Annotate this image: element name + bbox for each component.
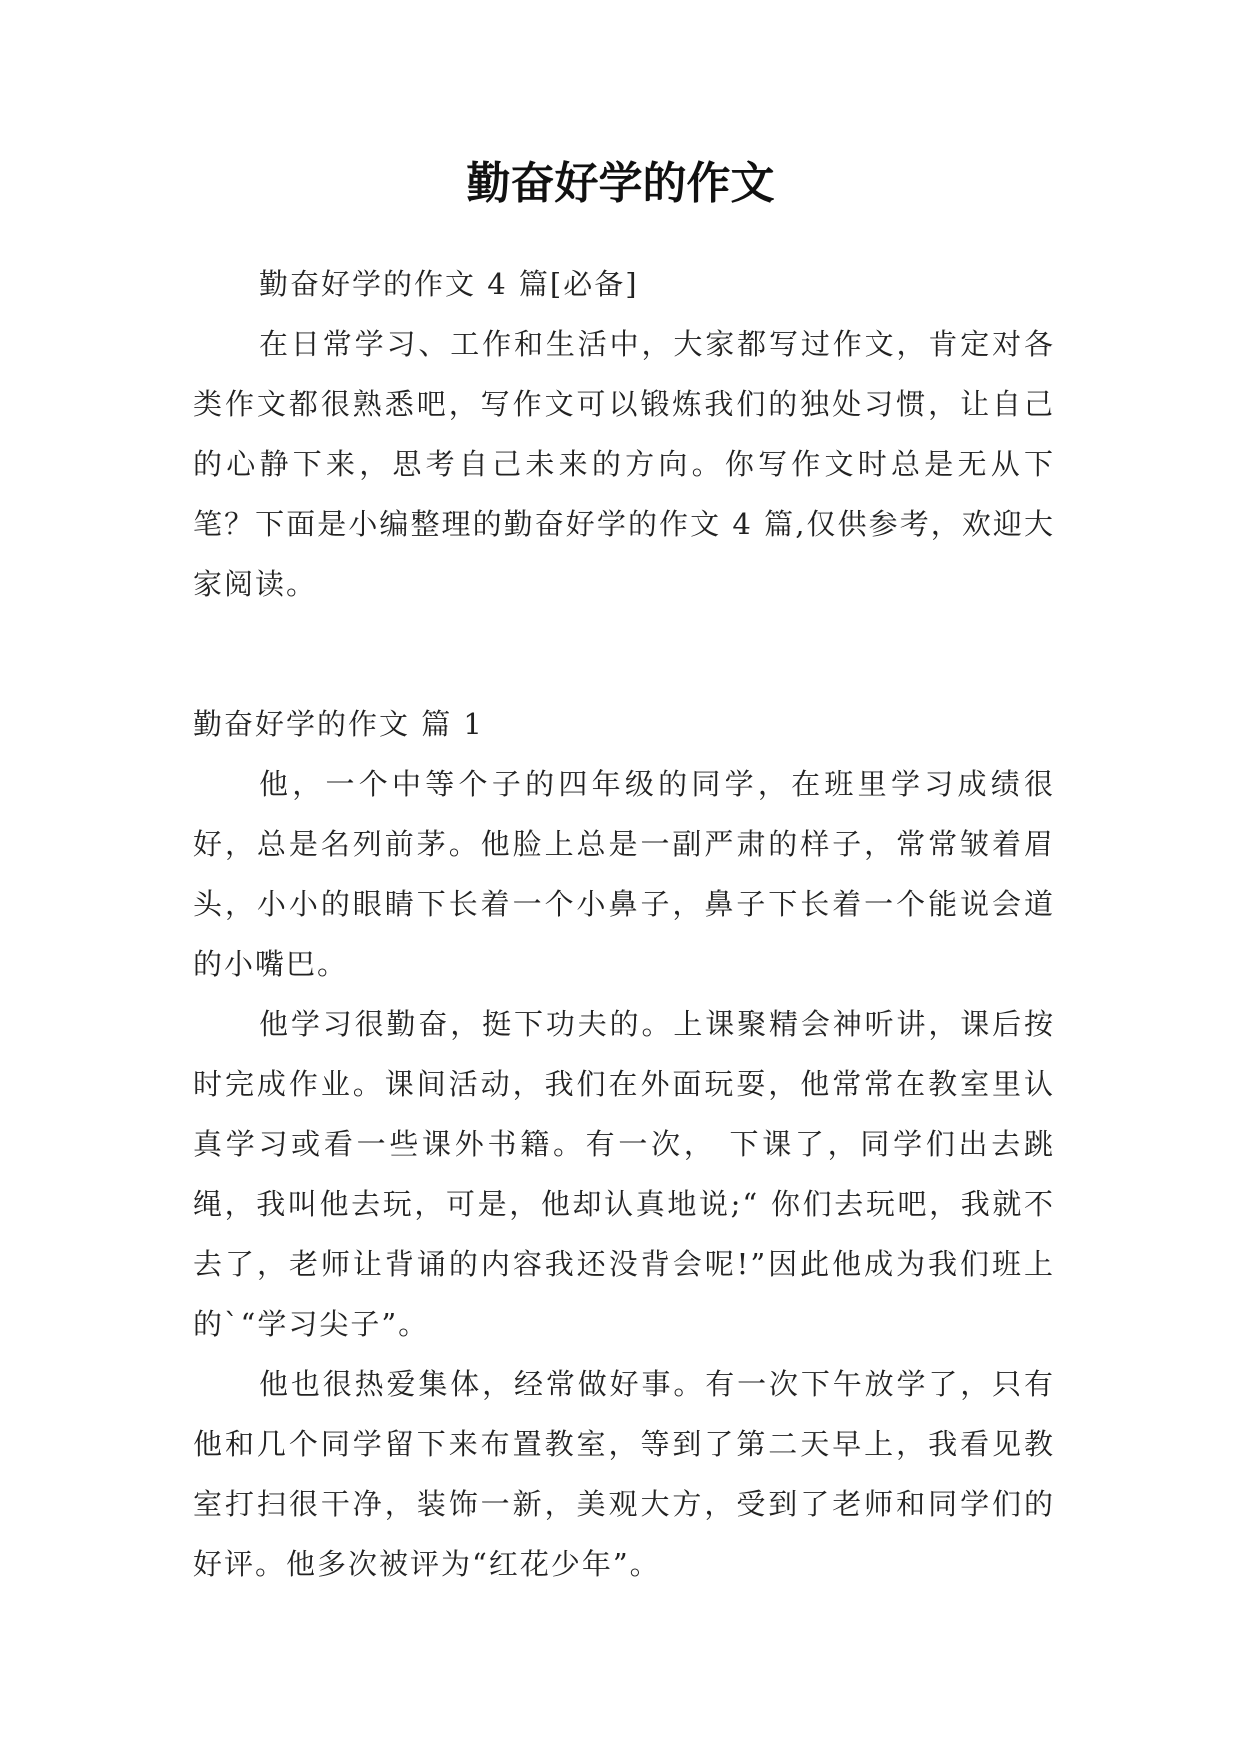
section-heading: 勤奋好学的作文 篇 1 — [193, 707, 484, 741]
intro-block — [193, 254, 1055, 614]
document-title: 勤奋好学的作文 — [466, 158, 775, 209]
essay-section — [193, 694, 1055, 1594]
intro-paragraph: 在日常学习、工作和生活中，大家都写过作文，肯定对各类作文都很熟悉吧，写作文可以锻炼我们的独处习惯，让自己的心静下来，思考自己未来的方向。你写作文时总是无从下笔？下面是小编整理的勤奋好学的作文 4 篇,仅供参考，欢迎大家阅读。 — [193, 327, 1055, 601]
section-paragraph: 他学习很勤奋，挺下功夫的。上课聚精会神听讲，课后按时完成作业。课间活动，我们在外面玩耍，他常常在教室里认真学习或看一些课外书籍。有一次， 下课了，同学们出去跳绳，我叫他去玩，可是，他却认真地说;“ 你们去玩吧，我就不去了，老师让背诵的内容我还没背会呢!”因此他成为我们班上的`“学习尖子”。 — [193, 1007, 1055, 1341]
document-subtitle: 勤奋好学的作文 4 篇[必备] — [259, 267, 639, 301]
section-paragraph: 他，一个中等个子的四年级的同学，在班里学习成绩很好，总是名列前茅。他脸上总是一副严肃的样子，常常皱着眉头，小小的眼睛下长着一个小鼻子，鼻子下长着一个能说会道的小嘴巴。 — [193, 767, 1055, 981]
section-paragraph: 他也很热爱集体，经常做好事。有一次下午放学了，只有他和几个同学留下来布置教室，等到了第二天早上，我看见教室打扫很干净，装饰一新，美观大方，受到了老师和同学们的好评。他多次被评为“红花少年”。 — [193, 1367, 1055, 1581]
